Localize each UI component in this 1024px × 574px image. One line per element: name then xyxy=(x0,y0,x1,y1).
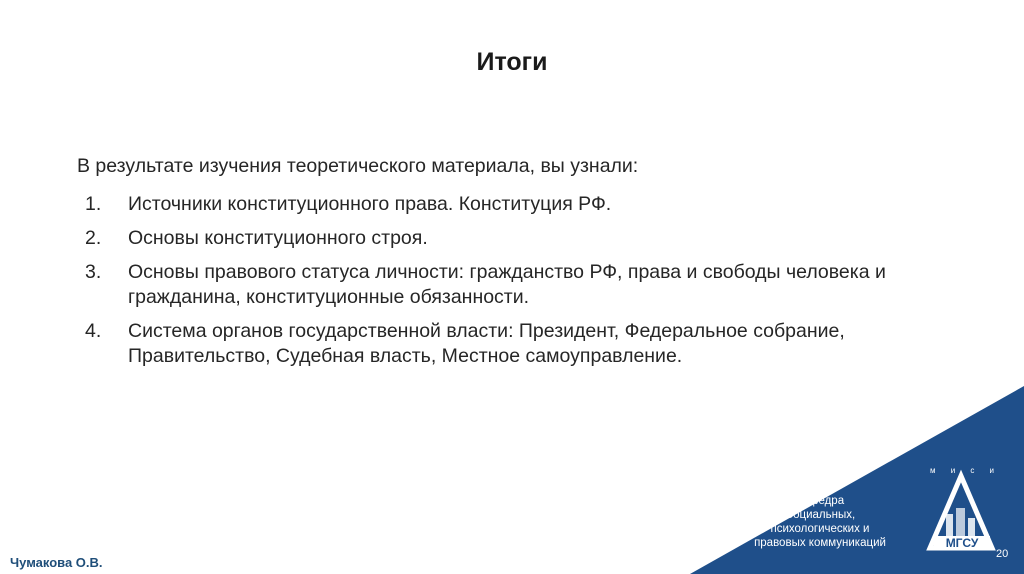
department-line: Кафедра xyxy=(795,495,845,507)
department-caption xyxy=(740,494,900,550)
list-item-number: 2. xyxy=(85,227,102,249)
logo-letter: с xyxy=(970,466,975,475)
logo-letter: и xyxy=(950,466,956,475)
intro-text: В результате изучения теоретического материала, вы узнали: xyxy=(77,155,639,177)
logo-letters xyxy=(930,466,994,475)
list-item-text: Основы конституционного строя. xyxy=(128,227,428,249)
department-line: психологических и xyxy=(770,523,870,535)
author-name: Чумакова О.В. xyxy=(10,555,103,570)
slide-title: Итоги xyxy=(476,48,548,76)
department-line: правовых коммуникаций xyxy=(754,537,886,549)
list-item-text: Система органов государственной власти: Президент, Федеральное собрание, Правительство, Судебная власть, Местное самоуправление. xyxy=(128,320,845,367)
list-item-number: 3. xyxy=(85,261,102,283)
list-item-number: 1. xyxy=(85,193,102,215)
logo-letter: м xyxy=(930,466,936,475)
list-item-text: Основы правового статуса личности: гражданство РФ, права и свободы человека и гражданина, конституционные обязанности. xyxy=(128,261,886,308)
logo-letter: и xyxy=(989,466,994,475)
list-item-number: 4. xyxy=(85,320,102,342)
logo-text: МГСУ xyxy=(934,536,990,550)
department-line: Социальных, xyxy=(784,509,856,521)
list-item-text: Источники конституционного права. Конституция РФ. xyxy=(128,193,612,215)
mgsu-logo-icon xyxy=(926,462,996,570)
page-number: 20 xyxy=(996,548,1009,560)
